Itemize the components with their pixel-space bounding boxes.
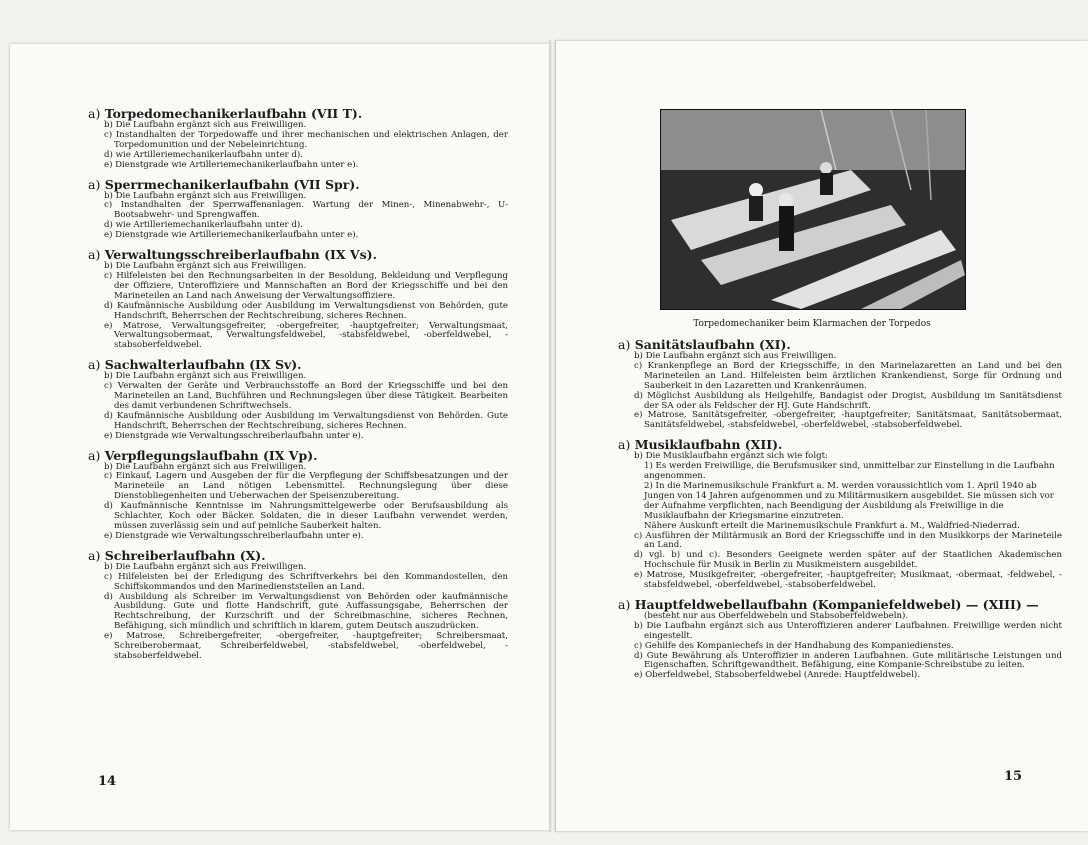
section-item: d) Möglichst Ausbildung als Heilgehilfe, Bandagist oder Drogist, Ausbildung im Sanitätsdienst der SA oder als Feldscher der HJ. Gute Handschrift. [634,390,1062,411]
section-heading-title: Sachwalterlaufbahn [104,357,245,373]
section-item: c) Ausführen der Militärmusik an Bord der Kriegsschiffe und in den Musikkorps der Marineteile an Land. [634,530,1062,551]
section-heading-title: Hauptfeldwebellaufbahn (Kompaniefeldwebel) [634,596,962,612]
section-heading-title: Torpedomechanikerlaufbahn [104,106,307,121]
section-item: e) Matrose, Verwaltungsgefreiter, -obergefreiter, -hauptgefreiter; Verwaltungsmaat, Verwaltungsobermaat, Verwaltungsfeldwebel, -stabsfeldwebel, -oberfeldwebel, -stabsoberfeldwebel. [104,320,508,351]
section-heading-label: a) [88,547,101,563]
section-item: c) Hilfeleisten bei den Rechnungsarbeiten in der Besoldung, Bekleidung und Verpflegung der Offiziere, Unteroffiziere und Mannschaften an Bord der Kriegsschiffe und bei den Marineteilen an Land nach Anweisung der Verwaltungsoffiziere. [104,270,508,301]
section-heading-label: a) [88,176,101,192]
page-number-right: 15 [1004,769,1023,784]
section-heading-tag: (IX Sv). [249,357,302,373]
section-heading-tag: (IX Vs). [324,247,377,263]
section-heading [88,357,508,372]
section-heading [88,448,508,463]
section-item: b) Die Laufbahn ergänzt sich aus Freiwilligen. [634,351,837,361]
section-heading [88,247,508,262]
left-page-text [88,106,508,662]
section-item: b) Die Laufbahn ergänzt sich aus Freiwilligen. [104,190,307,201]
section-item: 2) In die Marinemusikschule Frankfurt a. M. werden voraussichtlich vom 1. April 1940 ab Jungen von 14 Jahren aufgenommen und zu Militärmusikern ausgebildet. Sie müssen sich vor der Aufnahme verpflichten, nach Beendigung der Ausbildung als Freiwillige in die Musiklaufbahn der Kriegsmarine einzutreten. [644,480,1054,521]
section-item: c) Einkauf, Lagern und Ausgeben der für die Verpflegung der Schiffsbesatzungen und der Marineteile an Land nötigen Lebensmittel. Rechnungslegung über diese Dienstobliegenheiten und Ueberwachen der Speisenzubereitung. [104,471,508,502]
section-heading-tag: — (XIII) — [965,596,1039,612]
section-item: Nähere Auskunft erteilt die Marinemusikschule Frankfurt a. M., Waldfried-Niederrad. [644,520,1020,531]
section-heading-tag: (XII). [744,437,783,453]
section-heading-label: a) [618,437,631,453]
section-heading [88,177,508,192]
section-item: c) Instandhalten der Torpedowaffe und ihrer mechanischen und elektrischen Anlagen, der Torpedomunition und der Nebeleinrichtung. [104,129,508,150]
section-heading-title: Verpflegungslaufbahn [104,447,259,463]
section-item: e) Dienstgrade wie Verwaltungsschreiberlaufbahn unter e). [104,430,364,441]
right-page-text [618,337,1062,681]
section-item: 1) Es werden Freiwillige, die Berufsmusiker sind, unmittelbar zur Einstellung in die Laufbahn angenommen. [644,461,1055,482]
section-item: b) Die Laufbahn ergänzt sich aus Freiwilligen. [104,371,307,382]
section-item: (besteht nur aus Oberfeldwebeln und Stabsoberfeldwebeln). [644,610,909,621]
section-item: d) Gute Bewährung als Unteroffizier in anderen Laufbahnen. Gute militärische Leistungen und Eigenschaften. Schriftgewandtheit. Befähigung, eine Kompanie-Schreibstube zu leiten. [634,650,1062,671]
section-item: c) Krankenpflege an Bord der Kriegsschiffe, in den Marinelazaretten an Land und bei den Marineteilen an Land. Hilfeleisten beim ärztlichen Krankendienst, Sorge für Ordnung und Sauberkeit in den Lazaretten und Krankenräumen. [634,360,1062,391]
section-heading [618,337,1062,352]
section-heading-title: Schreiberlaufbahn [104,547,236,563]
section-heading-tag: (XI). [759,337,791,352]
section-item: c) Instandhalten der Sperrwaffenanlagen. Wartung der Minen-, Minenabwehr-, U-Bootsabwehr- und Sprengwaffen. [104,200,508,221]
section-item: b) Die Laufbahn ergänzt sich aus Freiwilligen. [104,261,307,272]
section-item: e) Dienstgrade wie Artilleriemechanikerlaufbahn unter e). [104,230,359,241]
section-heading-label: a) [618,337,631,352]
left-page [10,44,550,830]
section-heading-tag: (IX Vp). [262,447,318,463]
section-item: b) Die Laufbahn ergänzt sich aus Freiwilligen. [104,461,307,472]
section-heading [618,597,1062,612]
section-heading-label: a) [88,357,101,373]
section-item: e) Dienstgrade wie Verwaltungsschreiberlaufbahn unter e). [104,530,364,541]
section-item: c) Hilfeleisten bei der Erledigung des Schriftverkehrs bei den Kommandostellen, den Schiffskommandos und den Marinedienststellen an Land. [104,571,508,592]
section-item: d) Ausbildung als Schreiber im Verwaltungsdienst von Behörden oder kaufmännische Ausbildung. Gute und flotte Handschrift, gute Auffassungsgabe, Beherrschen der Rechtschreibung, der Kurzschrift und der Schreibmaschine, sicheres Rechnen, Befähigung, sich mündlich und schriftlich in klarem, gutem Deutsch auszudrücken. [104,591,508,632]
section-item: d) Kaufmännische Kenntnisse im Nahrungsmittelgewerbe oder Berufsausbildung als Schlachter, Koch oder Bäcker. Soldaten, die in dieser Laufbahn verwendet werden, müssen zuverlässig sein und auf peinliche Sauberkeit halten. [104,501,508,531]
section-item: e) Oberfeldwebel, Stabsoberfeldwebel (Anrede: Hauptfeldwebel). [634,670,920,681]
section-heading-tag: (VII Spr). [293,176,360,192]
section-heading-label: a) [88,106,101,121]
section-item: c) Gehilfe des Kompaniechefs in der Handhabung des Kompaniedienstes. [634,640,954,651]
section-item: e) Dienstgrade wie Artilleriemechanikerlaufbahn unter e). [104,159,359,170]
section-item: d) wie Artilleriemechanikerlaufbahn unter d). [104,220,303,231]
section-item: b) Die Musiklaufbahn ergänzt sich wie folgt: [634,451,828,462]
section-heading [88,106,508,121]
photo-caption: Torpedomechaniker beim Klarmachen der Torpedos [693,319,931,329]
section-heading-title: Sanitätslaufbahn [634,337,755,352]
section-heading [618,437,1062,452]
section-item: b) Die Laufbahn ergänzt sich aus Unteroffizieren anderer Laufbahnen. Freiwillige werden nicht eingestellt. [634,620,1062,641]
page-number-left: 14 [98,774,117,789]
section-heading-label: a) [618,596,631,612]
section-item: d) wie Artilleriemechanikerlaufbahn unter d). [104,149,303,160]
section-item: e) Matrose, Musikgefreiter, -obergefreiter, -hauptgefreiter; Musikmaat, -obermaat, -feldwebel, -stabsfeldwebel, -oberfeldwebel, -stabsoberfeldwebel. [634,570,1062,591]
section-heading-tag: (VII T). [310,106,363,121]
torpedo-photo [660,109,966,310]
section-item: e) Matrose, Schreibergefreiter, -obergefreiter, -hauptgefreiter; Schreibersmaat, Schreiberobermaat, Schreiberfeldwebel, -stabsfeldwebel, -oberfeldwebel, -stabsoberfeldwebel. [104,631,508,661]
section-heading-title: Musiklaufbahn [634,437,741,453]
section-heading-title: Verwaltungsschreiberlaufbahn [104,247,320,263]
section-item: d) vgl. b) und c). Besonders Geeignete werden später auf der Staatlichen Akademischen Hochschule für Musik in Berlin zu Musikmeistern ausgebildet. [634,550,1062,571]
section-heading-label: a) [88,247,101,263]
section-heading [88,548,508,563]
section-item: b) Die Laufbahn ergänzt sich aus Freiwilligen. [104,120,307,130]
section-heading-tag: (X). [239,547,266,563]
section-item: b) Die Laufbahn ergänzt sich aus Freiwilligen. [104,561,307,572]
section-item: e) Matrose, Sanitätsgefreiter, -obergefreiter, -hauptgefreiter; Sanitätsmaat, Sanitätsobermaat, Sanitätsfeldwebel, -stabsfeldwebel, -oberfeldwebel, -stabsoberfeldwebel. [634,410,1062,431]
section-heading-label: a) [88,447,101,463]
section-heading-title: Sperrmechanikerlaufbahn [104,176,289,192]
right-page [556,41,1088,831]
section-item: c) Verwalten der Geräte und Verbrauchsstoffe an Bord der Kriegsschiffe und bei den Marineteilen an Land, Buchführen und Rechnungslegen über diese Tätigkeit. Bearbeiten des damit verbundenen Schriftwechsels. [104,381,508,411]
section-item: d) Kaufmännische Ausbildung oder Ausbildung im Verwaltungsdienst von Behörden. Gute Handschrift, Beherrschen der Rechtschreibung, sicheres Rechnen. [104,410,508,431]
section-item: d) Kaufmännische Ausbildung oder Ausbildung im Verwaltungsdienst von Behörden, gute Handschrift, Beherrschen der Rechtschreibung, sicheres Rechnen. [104,300,508,321]
